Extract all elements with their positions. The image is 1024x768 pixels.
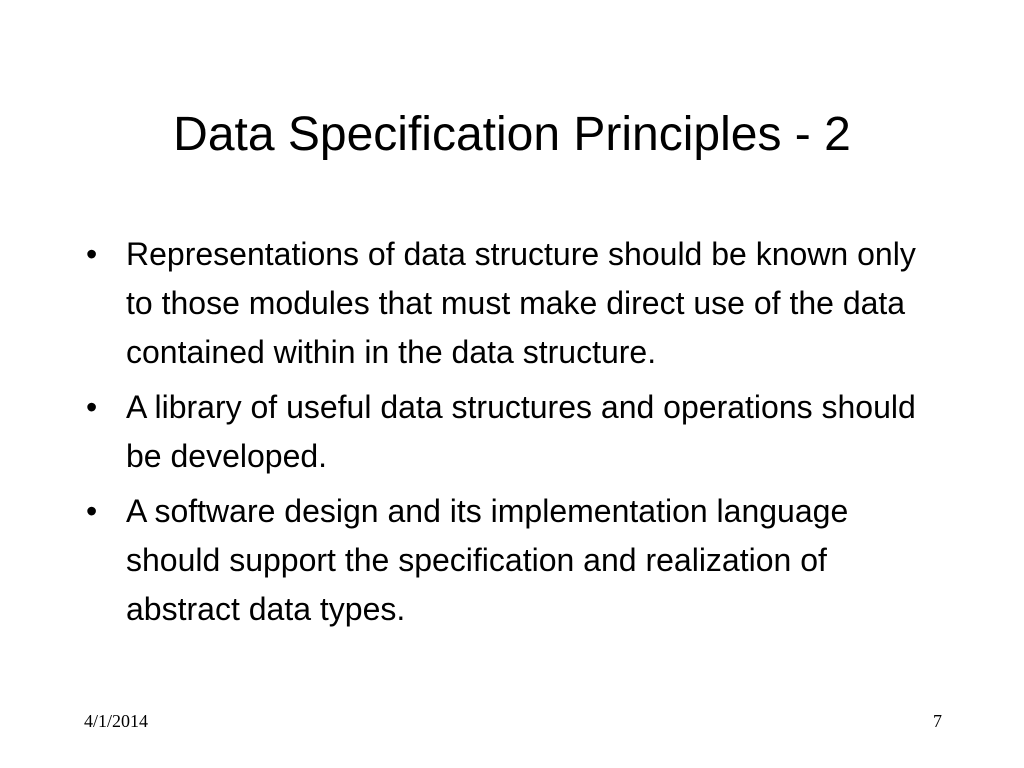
slide-title: Data Specification Principles - 2	[173, 108, 851, 161]
bullet-item	[86, 487, 946, 634]
bullet-text: A library of useful data structures and operations should be developed.	[126, 389, 916, 474]
footer-date: 4/1/2014	[84, 711, 149, 731]
slide-number: 7	[933, 711, 942, 731]
bullet-item	[86, 230, 946, 377]
bullet-text: Representations of data structure should be known only to those modules that must make direct use of the data contained within in the data structure.	[126, 236, 916, 370]
bullet-item	[86, 383, 946, 481]
bullet-icon: •	[86, 389, 98, 425]
bullet-list	[86, 230, 946, 640]
bullet-icon: •	[86, 493, 98, 529]
bullet-text: A software design and its implementation language should support the specification and realization of abstract data types.	[126, 493, 849, 627]
bullet-icon: •	[86, 236, 98, 272]
